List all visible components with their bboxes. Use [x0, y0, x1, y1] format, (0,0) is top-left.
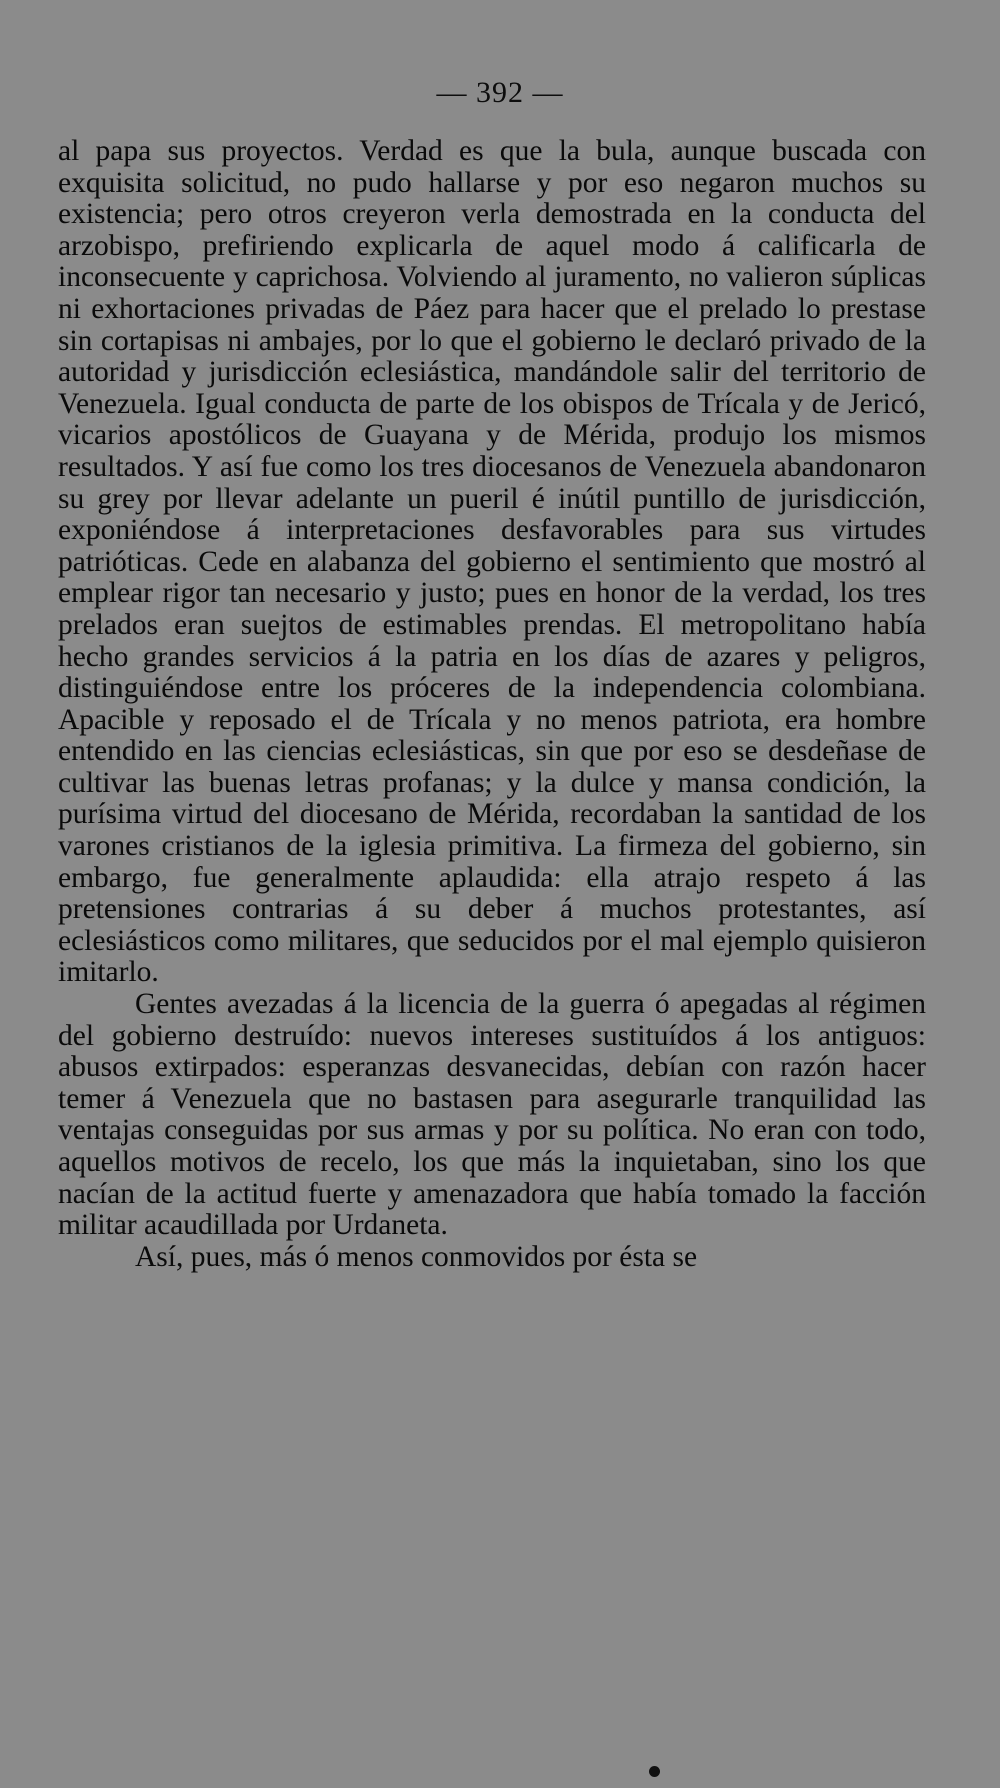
page-number: — 392 —: [436, 76, 564, 109]
paragraph-3: Así, pues, más ó menos conmovidos por ésta se: [135, 1240, 698, 1273]
ink-dot-mark: [649, 1766, 660, 1777]
paragraph-2: Gentes avezadas á la licencia de la guerra ó apegadas al régimen del gobierno destruído: nuevos intereses sustituídos á los antiguos: abusos extirpados: esperanzas desvanecidas, debían con razón hacer temer á Venezuela que no bastasen para asegurarle tranquilidad las ventajas conseguidas por sus armas y por su política. No eran con todo, aquellos motivos de recelo, los que más la inquietaban, sino los que nacían de la actitud fuerte y amenazadora que había tomado la facción militar acaudillada por Urdaneta.: [58, 988, 926, 1242]
paragraph-1: al papa sus proyectos. Verdad es que la bula, aunque buscada con exquisita solicitud, no pudo hallarse y por eso negaron muchos su existencia; pero otros creyeron verla demostrada en la conducta del arzobispo, prefiriendo explicarla de aquel modo á calificarla de inconsecuente y caprichosa. Volviendo al juramento, no valieron súplicas ni exhortaciones privadas de Páez para hacer que el prelado lo prestase sin cortapisas ni ambajes, por lo que el gobierno le declaró privado de la autoridad y jurisdicción eclesiástica, mandándole salir del territorio de Venezuela. Igual conducta de parte de los obispos de Trícala y de Jericó, vicarios apostólicos de Guayana y de Mérida, produjo los mismos resultados. Y así fue como los tres diocesanos de Venezuela abandonaron su grey por llevar adelante un pueril é inútil puntillo de jurisdicción, exponiéndose á interpretaciones desfavorables para sus virtudes patrióticas. Cede en alabanza del gobierno el sentimiento que mostró al emplear rigor tan necesario y justo; pues en honor de la verdad, los tres prelados eran suejtos de estimables prendas. El metropolitano había hecho grandes servicios á la patria en los días de azares y peligros, distinguiéndose entre los próceres de la independencia colombiana. Apacible y reposado el de Trícala y no menos patriota, era hombre entendido en las ciencias eclesiásticas, sin que por eso se desdeñase de cultivar las buenas letras profanas; y la dulce y mansa condición, la purísima virtud del diocesano de Mérida, recordaban la santidad de los varones cristianos de la iglesia primitiva. La firmeza del gobierno, sin embargo, fue generalmente aplaudida: ella atrajo respeto á las pretensiones contrarias á su deber á muchos protestantes, así eclesiásticos como militares, que seducidos por el mal ejemplo quisieron imitarlo.: [58, 135, 926, 989]
body-text: [58, 136, 926, 1273]
